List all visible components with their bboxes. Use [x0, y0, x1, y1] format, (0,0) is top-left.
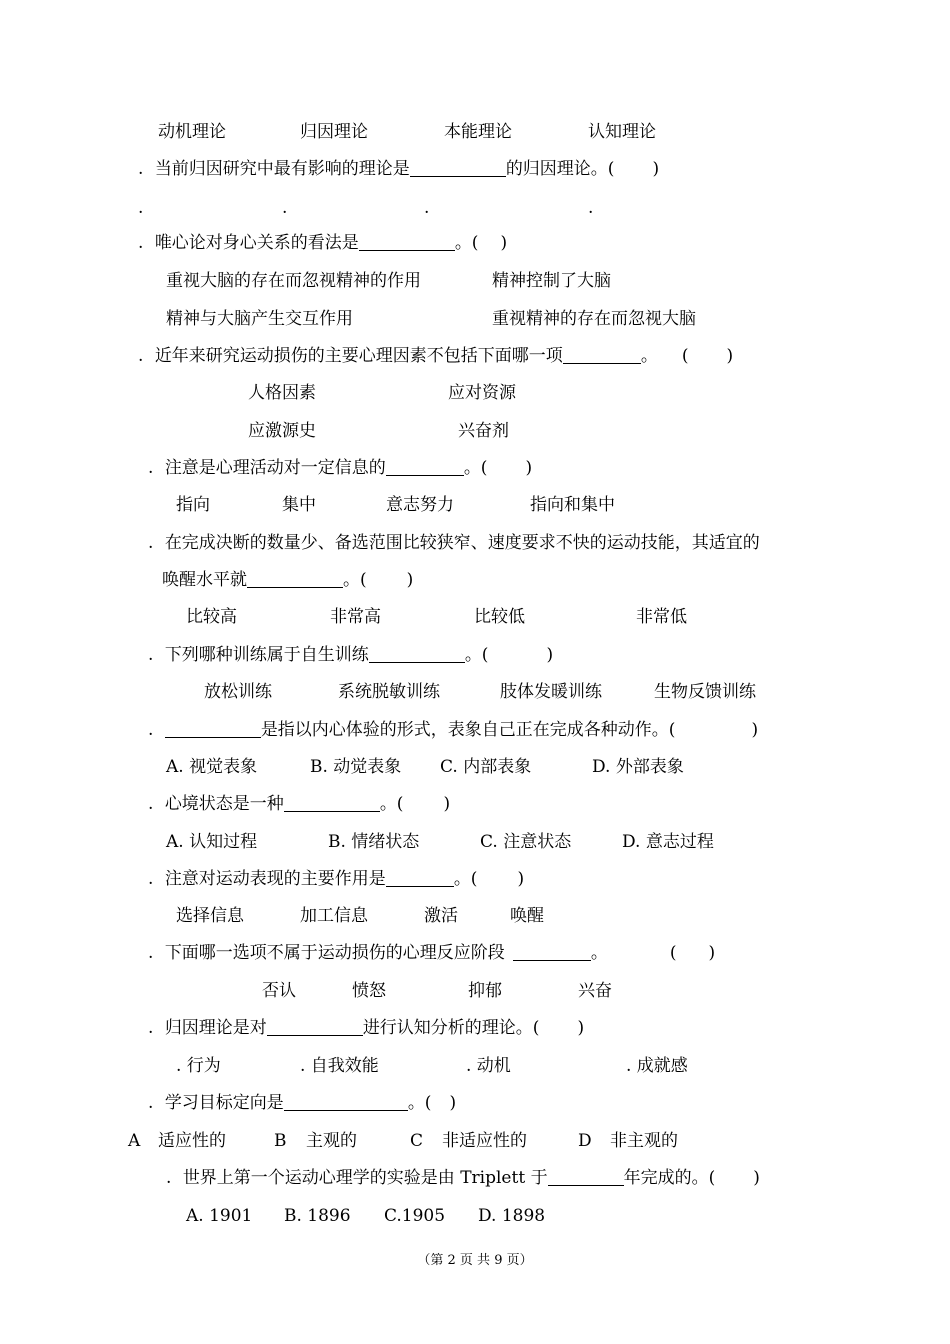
- answer-blank: [284, 1110, 408, 1111]
- option-a: 指向: [176, 495, 210, 515]
- option-a: 选择信息: [176, 906, 244, 926]
- option-d: 指向和集中: [530, 495, 615, 515]
- option-b-letter: B: [274, 1131, 287, 1151]
- question-10: . 下面哪一选项不属于运动损伤的心理反应阶段 。 ( ): [148, 943, 716, 963]
- option-d: 兴奋剂: [458, 421, 509, 441]
- option-b: 精神控制了大脑: [492, 271, 611, 291]
- option-d: D. 外部表象: [592, 757, 684, 777]
- answer-blank: [267, 1035, 363, 1036]
- option-b: 系统脱敏训练: [338, 682, 440, 702]
- option-b: . 自我效能: [300, 1056, 379, 1076]
- option-b: B. 情绪状态: [328, 832, 420, 852]
- option-b: .: [282, 198, 288, 218]
- option-c: C. 内部表象: [440, 757, 532, 777]
- option-d: 兴奋: [578, 981, 612, 1001]
- option-d: 生物反馈训练: [654, 682, 756, 702]
- question-8: . 心境状态是一种 。( ): [148, 794, 451, 814]
- answer-blank: [513, 960, 591, 961]
- option-b: 非常高: [330, 607, 381, 627]
- question-7: . 是指以内心体验的形式，表象自己正在完成各种动作。( ): [148, 720, 759, 740]
- option-d: . 成就感: [626, 1056, 688, 1076]
- question-1: . 当前归因研究中最有影响的理论是 的归因理论。( ): [138, 159, 660, 179]
- option-c-letter: C: [410, 1131, 424, 1151]
- question-5-continuation: 唤醒水平就 。( ): [162, 570, 414, 590]
- question-13: . 世界上第一个运动心理学的实验是由 Triplett 于 年完成的。( ): [166, 1168, 760, 1188]
- option-b: 加工信息: [300, 906, 368, 926]
- answer-blank: [548, 1185, 624, 1186]
- answer-blank: [386, 886, 454, 887]
- option-c: 比较低: [474, 607, 525, 627]
- answer-blank: [284, 811, 380, 812]
- option-d: 非常低: [636, 607, 687, 627]
- page-number: （第 2 页 共 9 页）: [417, 1253, 533, 1268]
- option-a-letter: A: [128, 1131, 141, 1151]
- option-d: 唤醒: [510, 906, 544, 926]
- answer-blank: [563, 363, 641, 364]
- option-d: 非主观的: [610, 1131, 678, 1151]
- question-3: . 近年来研究运动损伤的主要心理因素不包括下面哪一项 。 ( ): [138, 346, 734, 366]
- option-c: 意志努力: [386, 495, 454, 515]
- option-b: 应对资源: [448, 383, 516, 403]
- option-b: 主观的: [306, 1131, 357, 1151]
- option-a: 动机理论: [158, 122, 226, 142]
- question-5: . 在完成决断的数量少、备选范围比较狭窄、速度要求不快的运动技能，其适宜的: [148, 533, 760, 553]
- answer-blank: [165, 737, 261, 738]
- question-4: . 注意是心理活动对一定信息的 。( ): [148, 458, 533, 478]
- option-a: 人格因素: [248, 383, 316, 403]
- option-b: 集中: [282, 495, 316, 515]
- option-a: A. 认知过程: [166, 832, 258, 852]
- answer-blank: [247, 587, 343, 588]
- option-d: D. 1898: [478, 1206, 546, 1226]
- option-c: 非适应性的: [442, 1131, 527, 1151]
- answer-blank: [386, 475, 464, 476]
- option-b: B. 1896: [284, 1206, 351, 1226]
- option-a: .: [138, 198, 144, 218]
- option-d-letter: D: [578, 1131, 592, 1151]
- option-c: .: [424, 198, 430, 218]
- option-b: 归因理论: [300, 122, 368, 142]
- option-c: 激活: [424, 906, 458, 926]
- option-a: 比较高: [186, 607, 237, 627]
- option-a: A. 视觉表象: [166, 757, 258, 777]
- option-c: . 动机: [466, 1056, 511, 1076]
- option-a: A. 1901: [186, 1206, 253, 1226]
- option-c: 肢体发暖训练: [500, 682, 602, 702]
- option-b: 愤怒: [352, 981, 386, 1001]
- option-a: . 行为: [176, 1056, 221, 1076]
- option-c: 精神与大脑产生交互作用: [166, 309, 353, 329]
- option-d: .: [588, 198, 594, 218]
- question-2: . 唯心论对身心关系的看法是 。( ): [138, 233, 508, 253]
- option-d: D. 意志过程: [622, 832, 714, 852]
- option-d: 重视精神的存在而忽视大脑: [492, 309, 696, 329]
- option-a: 放松训练: [204, 682, 272, 702]
- option-c: 应激源史: [248, 421, 316, 441]
- question-12: . 学习目标定向是 。( ): [148, 1093, 457, 1113]
- option-a: 否认: [262, 981, 296, 1001]
- option-c: C.1905: [384, 1206, 446, 1226]
- answer-blank: [369, 662, 465, 663]
- option-d: 认知理论: [588, 122, 656, 142]
- question-6: . 下列哪种训练属于自生训练 。( ): [148, 645, 554, 665]
- option-c: C. 注意状态: [480, 832, 572, 852]
- option-a: 重视大脑的存在而忽视精神的作用: [166, 271, 421, 291]
- question-9: . 注意对运动表现的主要作用是 。( ): [148, 869, 525, 889]
- question-11: . 归因理论是对 进行认知分析的理论。( ): [148, 1018, 585, 1038]
- option-c: 抑郁: [468, 981, 502, 1001]
- option-c: 本能理论: [444, 122, 512, 142]
- answer-blank: [410, 176, 506, 177]
- option-a: 适应性的: [158, 1131, 226, 1151]
- option-b: B. 动觉表象: [310, 757, 402, 777]
- answer-blank: [359, 250, 455, 251]
